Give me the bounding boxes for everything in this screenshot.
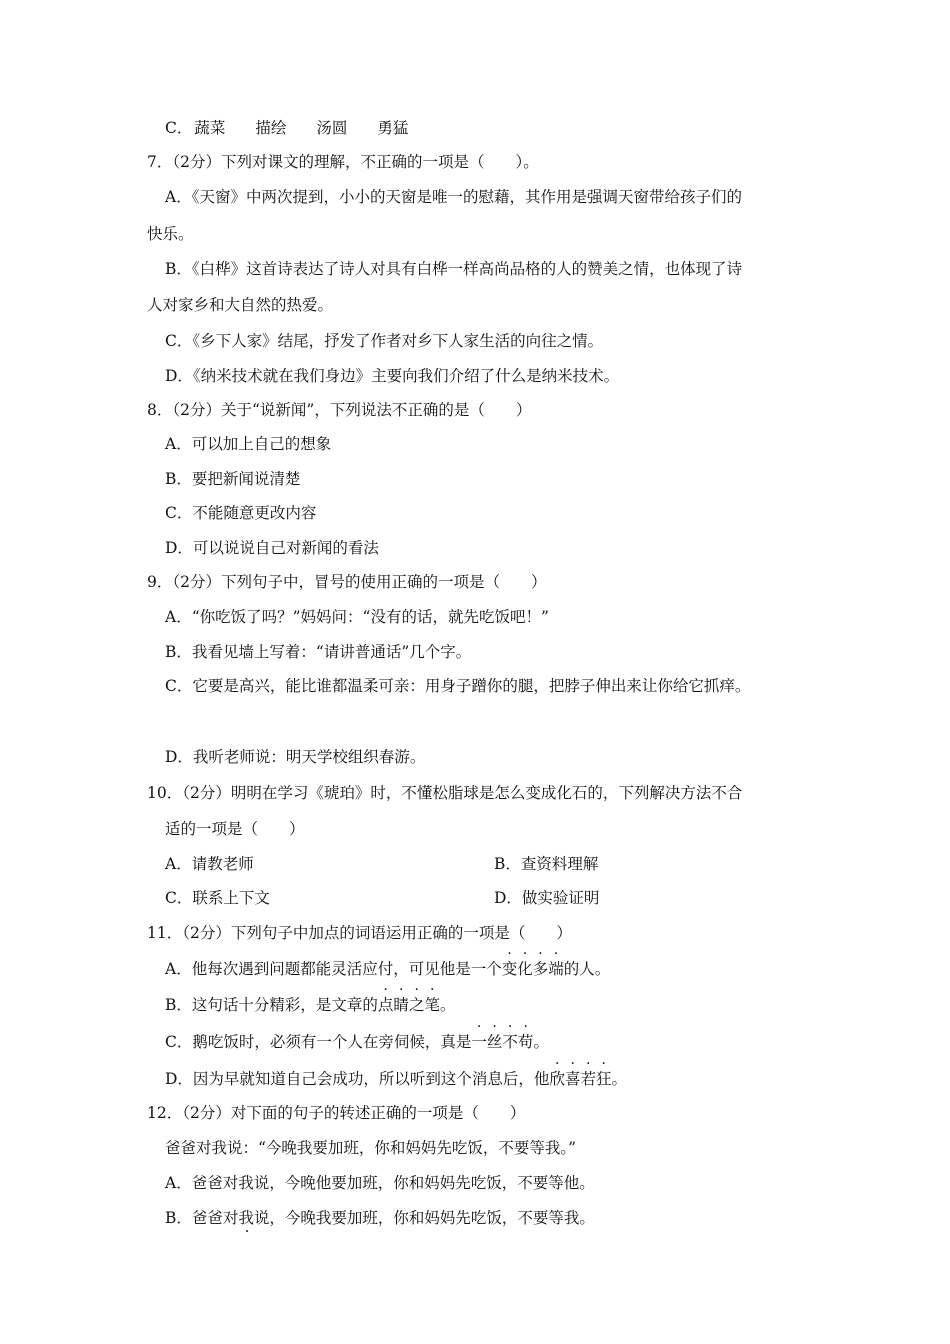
q8-stem: 8．（2分）关于“说新闻”，下列说法不正确的是（ ） <box>147 401 532 419</box>
q12-option-a: A．爸爸对我说，今晚他要加班，你和妈妈先吃饭，不要等他。 <box>165 1174 595 1192</box>
dotted-char: 点 <box>377 996 394 1014</box>
q10-option-a: A．请教老师 <box>165 855 254 873</box>
q9-stem: 9．（2分）下列句子中，冒号的使用正确的一项是（ ） <box>147 573 547 591</box>
q8-option-d: D．可以说说自己对新闻的看法 <box>165 539 379 557</box>
q9-option-a: A．“你吃饭了吗？”妈妈问：“没有的话，就先吃饭吧！” <box>165 608 549 626</box>
dotted-phrase <box>502 960 564 978</box>
q9-option-b: B．我看见墙上写着：“请讲普通话”几个字。 <box>165 643 472 661</box>
dotted-char: 若 <box>580 1070 596 1088</box>
q7-stem: 7．（2分）下列对课文的理解，不正确的一项是（ ）。 <box>147 153 539 171</box>
option-text: D．因为早就知道自己会成功，所以听到这个消息后，他 <box>165 1070 550 1088</box>
option-text: 的人。 <box>563 960 611 978</box>
dotted-char: 不 <box>502 1033 518 1051</box>
option-text: B．这句话十分精彩，是文章的 <box>165 996 378 1014</box>
q7-option-d: D．《纳米技术就在我们身边》主要向我们介绍了什么是纳米技术。 <box>165 367 620 385</box>
q10-option-d: D．做实验证明 <box>494 889 600 907</box>
word: 勇猛 <box>377 119 409 137</box>
dotted-phrase <box>471 1033 533 1051</box>
dotted-char: 睛 <box>393 996 409 1014</box>
dotted-phrase <box>378 996 440 1014</box>
option-text: 。 <box>533 1033 549 1051</box>
q12-stem: 12．（2分）对下面的句子的转述正确的一项是（ ） <box>147 1104 526 1122</box>
q7-option-b-line1: B．《白桦》这首诗表达了诗人对具有白桦一样高尚品格的人的赞美之情，也体现了诗 <box>165 260 743 278</box>
q10-option-b: B．查资料理解 <box>494 855 599 873</box>
dotted-char: 之 <box>408 996 425 1014</box>
q7-option-a-line2: 快乐。 <box>147 225 194 243</box>
q11-option-a <box>165 959 610 979</box>
dotted-char: 狂 <box>595 1070 612 1088</box>
q11-option-d <box>165 1069 627 1089</box>
dotted-char: 苟 <box>517 1033 534 1051</box>
q9-option-d: D．我听老师说：明天学校组织春游。 <box>165 748 426 766</box>
dotted-char: 一 <box>471 1033 487 1051</box>
q12-option-b: B．爸爸对我说，今晚我要加班，你和妈妈先吃饭，不要等我。 <box>165 1209 595 1227</box>
q7-option-a-line1: A．《天窗》中两次提到，小小的天窗是唯一的慰藉，其作用是强调天窗带给孩子们的 <box>165 188 742 206</box>
option-text: 。 <box>611 1070 628 1088</box>
stray-mark <box>246 1230 248 1232</box>
q10-stem-line1: 10．（2分）明明在学习《琥珀》时，不懂松脂球是怎么变成化石的，下列解决方法不合 <box>147 784 743 802</box>
q11-option-b <box>165 995 455 1015</box>
option-label: C． <box>165 119 193 137</box>
dotted-phrase <box>549 1070 611 1088</box>
q8-option-c: C．不能随意更改内容 <box>165 504 317 522</box>
option-text: C．鹅吃饭时，必须有一个人在旁伺候，真是 <box>165 1033 472 1051</box>
dotted-char: 多 <box>532 960 549 978</box>
option-text: A．他每次遇到问题都能灵活应付，可见他是一个 <box>165 960 502 978</box>
word: 汤圆 <box>316 119 348 137</box>
q10-stem-line2: 适的一项是（ ） <box>165 820 305 838</box>
q7-option-b-line2: 人对家乡和大自然的热爱。 <box>147 296 334 314</box>
dotted-char: 丝 <box>486 1033 503 1051</box>
word: 描绘 <box>255 119 287 137</box>
dotted-char: 端 <box>548 960 564 978</box>
dotted-char: 变 <box>501 960 518 978</box>
q8-option-a: A．可以加上自己的想象 <box>165 435 332 453</box>
q8-option-b: B．要把新闻说清楚 <box>165 470 301 488</box>
q9-option-c: C．它要是高兴，能比谁都温柔可亲：用身子蹭你的腿，把脖子伸出来让你给它抓痒。 <box>165 677 751 695</box>
q7-option-c: C．《乡下人家》结尾，抒发了作者对乡下人家生活的向往之情。 <box>165 332 604 350</box>
dotted-char: 欣 <box>549 1070 565 1088</box>
dotted-char: 笔 <box>424 996 440 1014</box>
option-text: 。 <box>439 996 456 1014</box>
dotted-char: 喜 <box>564 1070 581 1088</box>
q6-option-c <box>165 118 438 138</box>
q11-stem: 11．（2分）下列句子中加点的词语运用正确的一项是（ ） <box>147 924 572 942</box>
q10-option-c: C．联系上下文 <box>165 889 270 907</box>
dotted-char: 化 <box>517 960 533 978</box>
q12-quote: 爸爸对我说：“今晚我要加班，你和妈妈先吃饭，不要等我。” <box>165 1139 577 1157</box>
word: 蔬菜 <box>194 119 226 137</box>
q11-option-c <box>165 1032 549 1052</box>
